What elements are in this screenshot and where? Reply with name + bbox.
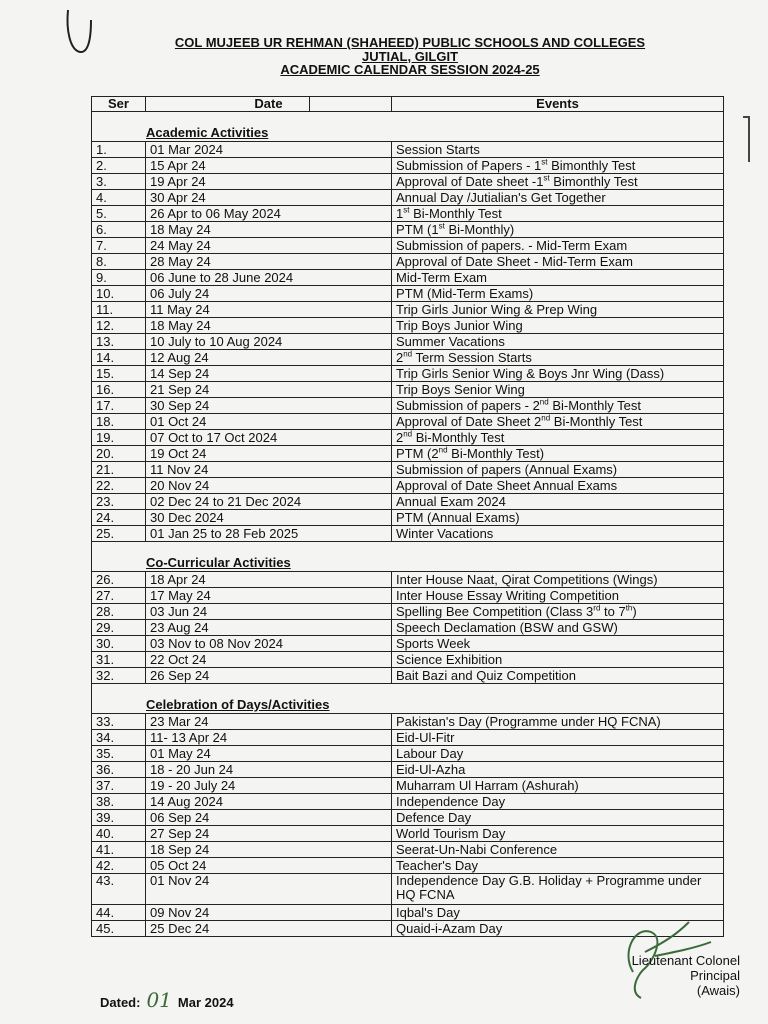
serial-number: 34. (92, 730, 146, 746)
event-description: Session Starts (392, 142, 724, 158)
table-row (92, 668, 724, 684)
serial-number: 37. (92, 778, 146, 794)
event-description: Inter House Essay Writing Competition (392, 588, 724, 604)
event-description: Inter House Naat, Qirat Competitions (Wings) (392, 572, 724, 588)
event-date: 18 Apr 24 (146, 572, 392, 588)
table-row (92, 222, 724, 238)
event-description: Speech Declamation (BSW and GSW) (392, 620, 724, 636)
event-description: Defence Day (392, 810, 724, 826)
serial-number: 31. (92, 652, 146, 668)
event-date: 02 Dec 24 to 21 Dec 2024 (146, 494, 392, 510)
event-date: 01 Mar 2024 (146, 142, 392, 158)
event-date: 25 Dec 24 (146, 921, 392, 937)
event-description: World Tourism Day (392, 826, 724, 842)
signatory-rank: Lieutenant Colonel (631, 953, 740, 968)
serial-number: 20. (92, 446, 146, 462)
event-description: Submission of papers - 2nd Bi-Monthly Test (392, 398, 724, 414)
section-row (92, 112, 724, 142)
serial-number: 29. (92, 620, 146, 636)
academic-calendar-table (91, 96, 724, 937)
table-row (92, 636, 724, 652)
serial-number: 13. (92, 334, 146, 350)
serial-number: 15. (92, 366, 146, 382)
calendar-body (92, 112, 724, 937)
event-description: Trip Girls Junior Wing & Prep Wing (392, 302, 724, 318)
serial-number: 32. (92, 668, 146, 684)
serial-number: 24. (92, 510, 146, 526)
date-header-divider (309, 96, 310, 111)
table-row (92, 478, 724, 494)
event-description: Muharram Ul Harram (Ashurah) (392, 778, 724, 794)
event-description: Approval of Date Sheet Annual Exams (392, 478, 724, 494)
signatory-title: Principal (690, 968, 740, 983)
event-date: 22 Oct 24 (146, 652, 392, 668)
dated-day: 01 (146, 988, 172, 1012)
event-description: Annual Exam 2024 (392, 494, 724, 510)
event-date: 21 Sep 24 (146, 382, 392, 398)
event-description: Submission of papers (Annual Exams) (392, 462, 724, 478)
event-date: 01 May 24 (146, 746, 392, 762)
serial-number: 45. (92, 921, 146, 937)
table-row (92, 810, 724, 826)
event-description: Approval of Date sheet -1st Bimonthly Test (392, 174, 724, 190)
event-date: 24 May 24 (146, 238, 392, 254)
event-date: 18 Sep 24 (146, 842, 392, 858)
event-date: 27 Sep 24 (146, 826, 392, 842)
table-row (92, 430, 724, 446)
serial-number: 25. (92, 526, 146, 542)
school-name: COL MUJEEB UR REHMAN (SHAHEED) PUBLIC SCHOOLS AND COLLEGES (174, 35, 646, 50)
event-date: 19 Oct 24 (146, 446, 392, 462)
event-date: 26 Sep 24 (146, 668, 392, 684)
event-description: PTM (2nd Bi-Monthly Test) (392, 446, 724, 462)
event-description: Iqbal's Day (392, 905, 724, 921)
table-header-row (92, 97, 724, 112)
event-date: 18 May 24 (146, 318, 392, 334)
serial-number: 1. (92, 142, 146, 158)
dated-month-year: Mar 2024 (177, 995, 234, 1010)
table-row (92, 158, 724, 174)
event-date: 01 Nov 24 (146, 874, 392, 905)
serial-number: 38. (92, 794, 146, 810)
event-date: 19 Apr 24 (146, 174, 392, 190)
serial-number: 11. (92, 302, 146, 318)
table-row (92, 366, 724, 382)
table-row (92, 588, 724, 604)
event-date: 30 Dec 2024 (146, 510, 392, 526)
section-title: Celebration of Days/Activities (92, 684, 724, 714)
serial-number: 40. (92, 826, 146, 842)
serial-number: 33. (92, 714, 146, 730)
event-description: 2nd Term Session Starts (392, 350, 724, 366)
event-date: 03 Jun 24 (146, 604, 392, 620)
event-description: Approval of Date Sheet - Mid-Term Exam (392, 254, 724, 270)
event-date: 23 Aug 24 (146, 620, 392, 636)
serial-number: 3. (92, 174, 146, 190)
serial-number: 28. (92, 604, 146, 620)
table-row (92, 874, 724, 905)
serial-number: 21. (92, 462, 146, 478)
table-row (92, 302, 724, 318)
event-description: Independence Day (392, 794, 724, 810)
table-row (92, 382, 724, 398)
event-description: Eid-Ul-Fitr (392, 730, 724, 746)
event-date: 11 Nov 24 (146, 462, 392, 478)
serial-number: 22. (92, 478, 146, 494)
event-description: Sports Week (392, 636, 724, 652)
event-date: 06 June to 28 June 2024 (146, 270, 392, 286)
table-row (92, 746, 724, 762)
serial-number: 4. (92, 190, 146, 206)
event-date: 11- 13 Apr 24 (146, 730, 392, 746)
table-row (92, 858, 724, 874)
header-events: Events (392, 97, 724, 112)
event-date: 18 May 24 (146, 222, 392, 238)
event-date: 18 - 20 Jun 24 (146, 762, 392, 778)
event-description: PTM (Mid-Term Exams) (392, 286, 724, 302)
event-date: 01 Oct 24 (146, 414, 392, 430)
serial-number: 18. (92, 414, 146, 430)
serial-number: 9. (92, 270, 146, 286)
event-description: Bait Bazi and Quiz Competition (392, 668, 724, 684)
dated-label: Dated: (100, 995, 141, 1010)
event-date: 12 Aug 24 (146, 350, 392, 366)
serial-number: 5. (92, 206, 146, 222)
event-description: Trip Boys Senior Wing (392, 382, 724, 398)
event-date: 11 May 24 (146, 302, 392, 318)
table-row (92, 318, 724, 334)
table-row (92, 286, 724, 302)
event-date: 28 May 24 (146, 254, 392, 270)
calendar-title: ACADEMIC CALENDAR SESSION 2024-25 (280, 62, 540, 77)
event-description: Trip Girls Senior Wing & Boys Jnr Wing (Dass) (392, 366, 724, 382)
event-date: 14 Aug 2024 (146, 794, 392, 810)
serial-number: 44. (92, 905, 146, 921)
event-description: Pakistan's Day (Programme under HQ FCNA) (392, 714, 724, 730)
serial-number: 10. (92, 286, 146, 302)
event-date: 03 Nov to 08 Nov 2024 (146, 636, 392, 652)
table-row (92, 142, 724, 158)
event-date: 17 May 24 (146, 588, 392, 604)
serial-number: 16. (92, 382, 146, 398)
event-description: Eid-Ul-Azha (392, 762, 724, 778)
table-row (92, 778, 724, 794)
event-description: Approval of Date Sheet 2nd Bi-Monthly Test (392, 414, 724, 430)
event-date: 09 Nov 24 (146, 905, 392, 921)
table-row (92, 652, 724, 668)
event-description: Quaid-i-Azam Day (392, 921, 724, 937)
serial-number: 8. (92, 254, 146, 270)
serial-number: 7. (92, 238, 146, 254)
document-header (90, 36, 730, 77)
signatory-name: (Awais) (696, 983, 740, 998)
event-description: Mid-Term Exam (392, 270, 724, 286)
table-row (92, 462, 724, 478)
serial-number: 19. (92, 430, 146, 446)
event-description: Labour Day (392, 746, 724, 762)
serial-number: 17. (92, 398, 146, 414)
serial-number: 35. (92, 746, 146, 762)
section-title: Co-Curricular Activities (92, 542, 724, 572)
event-date: 05 Oct 24 (146, 858, 392, 874)
event-description: Science Exhibition (392, 652, 724, 668)
event-description: 1st Bi-Monthly Test (392, 206, 724, 222)
table-row (92, 414, 724, 430)
table-row (92, 494, 724, 510)
table-row (92, 730, 724, 746)
serial-number: 39. (92, 810, 146, 826)
event-date: 23 Mar 24 (146, 714, 392, 730)
table-row (92, 446, 724, 462)
table-row (92, 350, 724, 366)
event-date: 20 Nov 24 (146, 478, 392, 494)
table-row (92, 842, 724, 858)
table-row (92, 762, 724, 778)
school-location: JUTIAL, GILGIT (361, 48, 459, 64)
serial-number: 26. (92, 572, 146, 588)
table-row (92, 238, 724, 254)
table-row (92, 604, 724, 620)
serial-number: 6. (92, 222, 146, 238)
event-date: 06 Sep 24 (146, 810, 392, 826)
event-description: Winter Vacations (392, 526, 724, 542)
event-description: Summer Vacations (392, 334, 724, 350)
table-row (92, 206, 724, 222)
event-date: 06 July 24 (146, 286, 392, 302)
event-description: 2nd Bi-Monthly Test (392, 430, 724, 446)
table-row (92, 572, 724, 588)
event-date: 14 Sep 24 (146, 366, 392, 382)
event-date: 30 Sep 24 (146, 398, 392, 414)
table-row (92, 254, 724, 270)
event-description: Independence Day G.B. Holiday + Programme under HQ FCNA (392, 874, 724, 905)
event-date: 26 Apr to 06 May 2024 (146, 206, 392, 222)
event-description: Spelling Bee Competition (Class 3rd to 7th) (392, 604, 724, 620)
section-title: Academic Activities (92, 112, 724, 142)
table-row (92, 334, 724, 350)
serial-number: 30. (92, 636, 146, 652)
serial-number: 2. (92, 158, 146, 174)
serial-number: 12. (92, 318, 146, 334)
header-ser: Ser (92, 97, 146, 112)
serial-number: 23. (92, 494, 146, 510)
event-date: 07 Oct to 17 Oct 2024 (146, 430, 392, 446)
serial-number: 36. (92, 762, 146, 778)
serial-number: 42. (92, 858, 146, 874)
event-description: Submission of Papers - 1st Bimonthly Test (392, 158, 724, 174)
table-row (92, 526, 724, 542)
serial-number: 43. (92, 874, 146, 905)
event-date: 19 - 20 July 24 (146, 778, 392, 794)
event-description: Annual Day /Jutialian's Get Together (392, 190, 724, 206)
header-date: Date (146, 97, 392, 112)
table-row (92, 190, 724, 206)
table-row (92, 794, 724, 810)
margin-mark (748, 116, 750, 162)
table-row (92, 714, 724, 730)
event-description: PTM (Annual Exams) (392, 510, 724, 526)
event-description: PTM (1st Bi-Monthly) (392, 222, 724, 238)
event-description: Teacher's Day (392, 858, 724, 874)
table-row (92, 270, 724, 286)
dated-line (100, 988, 234, 1012)
table-row (92, 510, 724, 526)
table-row (92, 174, 724, 190)
event-date: 10 July to 10 Aug 2024 (146, 334, 392, 350)
event-description: Seerat-Un-Nabi Conference (392, 842, 724, 858)
table-row (92, 620, 724, 636)
event-date: 15 Apr 24 (146, 158, 392, 174)
event-description: Submission of papers. - Mid-Term Exam (392, 238, 724, 254)
serial-number: 27. (92, 588, 146, 604)
signature-block (600, 953, 740, 998)
serial-number: 41. (92, 842, 146, 858)
section-row (92, 684, 724, 714)
table-row (92, 398, 724, 414)
table-row (92, 826, 724, 842)
serial-number: 14. (92, 350, 146, 366)
event-date: 30 Apr 24 (146, 190, 392, 206)
event-description: Trip Boys Junior Wing (392, 318, 724, 334)
event-date: 01 Jan 25 to 28 Feb 2025 (146, 526, 392, 542)
section-row (92, 542, 724, 572)
